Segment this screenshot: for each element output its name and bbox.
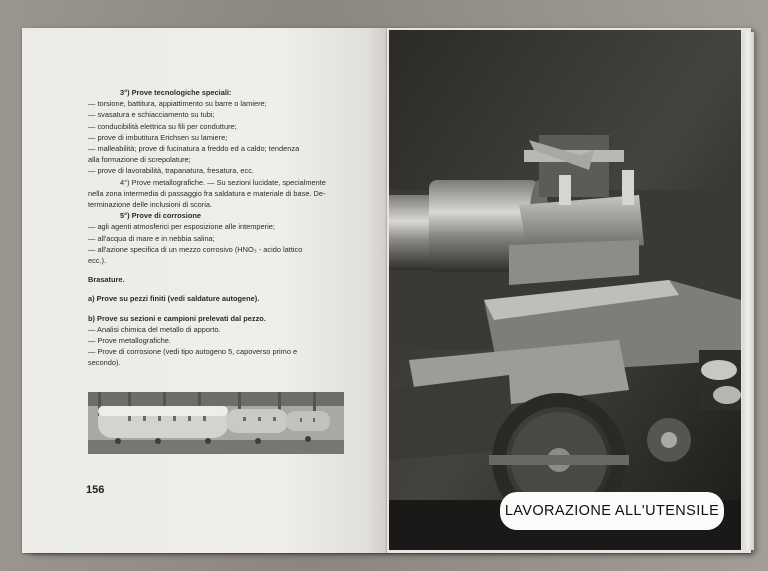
text-line: — torsione, battitura, appiattimento su barre o lamiere; xyxy=(88,99,267,109)
text-line: secondo). xyxy=(88,358,121,368)
caption-text: LAVORAZIONE ALL'UTENSILE xyxy=(504,503,720,519)
text-line: — Prove metallografiche. xyxy=(88,336,171,346)
text-line: b) Prove su sezioni e campioni prelevati dal pezzo. xyxy=(88,313,266,323)
text-line: — prove di imbutitura Erichsen su lamiere; xyxy=(88,132,228,142)
text-line: — conducibilità elettrica su fili per condutture; xyxy=(88,121,237,131)
text-line: nella zona intermedia di passaggio fra saldatura e materiale di base. De- xyxy=(88,188,326,198)
tanks-photo xyxy=(88,392,344,454)
text-line: a) Prove su pezzi finiti (vedi saldature autogene). xyxy=(88,294,260,304)
text-line: — malleabilità; prove di fucinatura a freddo ed a caldo; tendenza xyxy=(88,144,300,154)
text-line: terminazione delle inclusioni di scoria. xyxy=(88,200,213,210)
text-line: — svasatura e schiacciamento su tubi; xyxy=(88,110,215,120)
text-line: ecc.). xyxy=(88,256,107,266)
text-line: 5°) Prove di corrosione xyxy=(120,211,201,221)
caption-box xyxy=(500,492,724,530)
text-line: — all'azione specifica di un mezzo corrosivo (HNO₃ - acido lattico xyxy=(88,244,303,254)
text-line: — Analisi chimica del metallo di apporto. xyxy=(88,324,221,334)
page-edges xyxy=(742,32,754,550)
text-line: Brasature. xyxy=(88,275,125,285)
text-line: alla formazione di screpolature; xyxy=(88,155,191,165)
lathe-photo xyxy=(389,30,741,550)
page-number: 156 xyxy=(86,484,105,496)
text-line: 3°) Prove tecnologiche speciali: xyxy=(120,88,232,97)
text-line: — Prove di corrosione (vedi tipo autogeno 5, capoverso primo e xyxy=(88,347,298,357)
text-line: — prove di lavorabilità, trapanatura, fresatura, ecc. xyxy=(88,166,254,176)
text-line: — agli agenti atmosferici per esposizione alle intemperie; xyxy=(88,222,275,232)
text-line: — all'acqua di mare e in nebbia salina; xyxy=(88,233,215,243)
body-text xyxy=(88,87,350,369)
text-line: 4°) Prove metallografiche. — Su sezioni lucidate, specialmente xyxy=(120,177,326,187)
